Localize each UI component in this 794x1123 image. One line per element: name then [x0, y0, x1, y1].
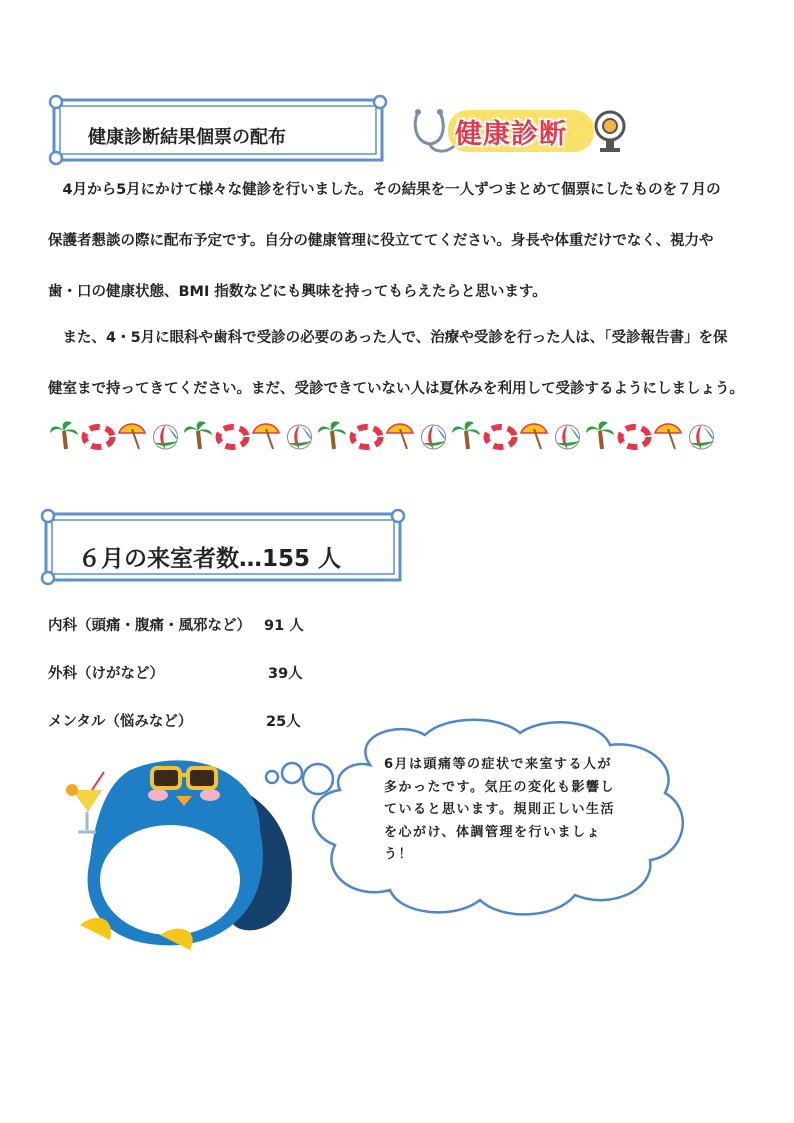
cloud-line: を心がけ、体調管理を行いましょ — [384, 824, 601, 840]
swim-ring-icon — [219, 427, 247, 447]
visitor-row-mental — [48, 710, 301, 731]
beach-umbrella-icon — [655, 424, 681, 449]
beach-ball-icon — [422, 425, 446, 449]
section2-title: ６月の来室者数…155 人 — [78, 546, 342, 572]
paragraph-1-line-1: 4月から5月にかけて様々な健診を行いました。その結果を一人ずつまとめて個票にしたものを７月の — [48, 182, 721, 198]
swim-ring-icon — [85, 427, 113, 447]
beach-umbrella-icon — [119, 424, 145, 449]
paragraph-2 — [48, 313, 758, 415]
palm-tree-icon — [184, 421, 212, 449]
visitor-row-value: 91 人 — [264, 618, 304, 634]
visitor-row-value: 39人 — [268, 666, 303, 682]
beach-umbrella-icon — [253, 424, 279, 449]
paragraph-2-line-2: 健室まで持ってきてください。まだ、受診できていない人は夏休みを利用して受診するようにしましょう。 — [48, 381, 744, 397]
stethoscope-chestpiece-icon — [590, 108, 632, 154]
beach-ball-icon — [690, 425, 714, 449]
swim-ring-icon — [353, 427, 381, 447]
cloud-line: 多かったです。気圧の変化も影響し — [384, 779, 615, 795]
cloud-line: 6月は頭痛等の症状で来室する人が — [384, 757, 613, 772]
paragraph-1-line-3: 歯・口の健康状態、BMI 指数などにも興味を持ってもらえたらと思います。 — [48, 284, 547, 300]
palm-tree-icon — [318, 421, 346, 449]
visitor-row-surgical — [48, 662, 303, 683]
paragraph-1-line-2: 保護者懇談の際に配布予定です。自分の健康管理に役立ててください。身長や体重だけでなく、視力や — [48, 233, 714, 249]
beach-ball-icon — [288, 425, 312, 449]
beach-ball-icon — [556, 425, 580, 449]
thought-bubble-text — [384, 754, 624, 867]
cloud-line: う！ — [384, 847, 414, 862]
section1-title: 健康診断結果個票の配布 — [88, 127, 286, 148]
swim-ring-icon — [487, 427, 515, 447]
palm-tree-icon — [50, 421, 78, 449]
logo-text: 健康診断 — [455, 119, 567, 150]
cloud-line: ていると思います。規則正しい生活 — [384, 802, 615, 817]
swim-ring-icon — [621, 427, 649, 447]
paragraph-2-line-1: また、4・5月に眼科や歯科で受診の必要のあった人で、治療や受診を行った人は、「受診報告書」を保 — [48, 330, 728, 346]
beach-umbrella-icon — [387, 424, 413, 449]
beach-decoration-border — [48, 415, 728, 455]
beach-ball-icon — [154, 425, 178, 449]
visitor-row-label: 内科（頭痛・腹痛・風邪など） — [48, 618, 251, 634]
palm-tree-icon — [586, 421, 614, 449]
beach-umbrella-icon — [521, 424, 547, 449]
visitor-row-label: メンタル（悩みなど） — [48, 714, 193, 730]
visitor-row-label: 外科（けがなど） — [48, 666, 164, 682]
visitor-row-value: 25人 — [266, 714, 301, 730]
palm-tree-icon — [452, 421, 480, 449]
paragraph-1 — [48, 165, 758, 318]
visitor-row-internal — [48, 614, 304, 635]
